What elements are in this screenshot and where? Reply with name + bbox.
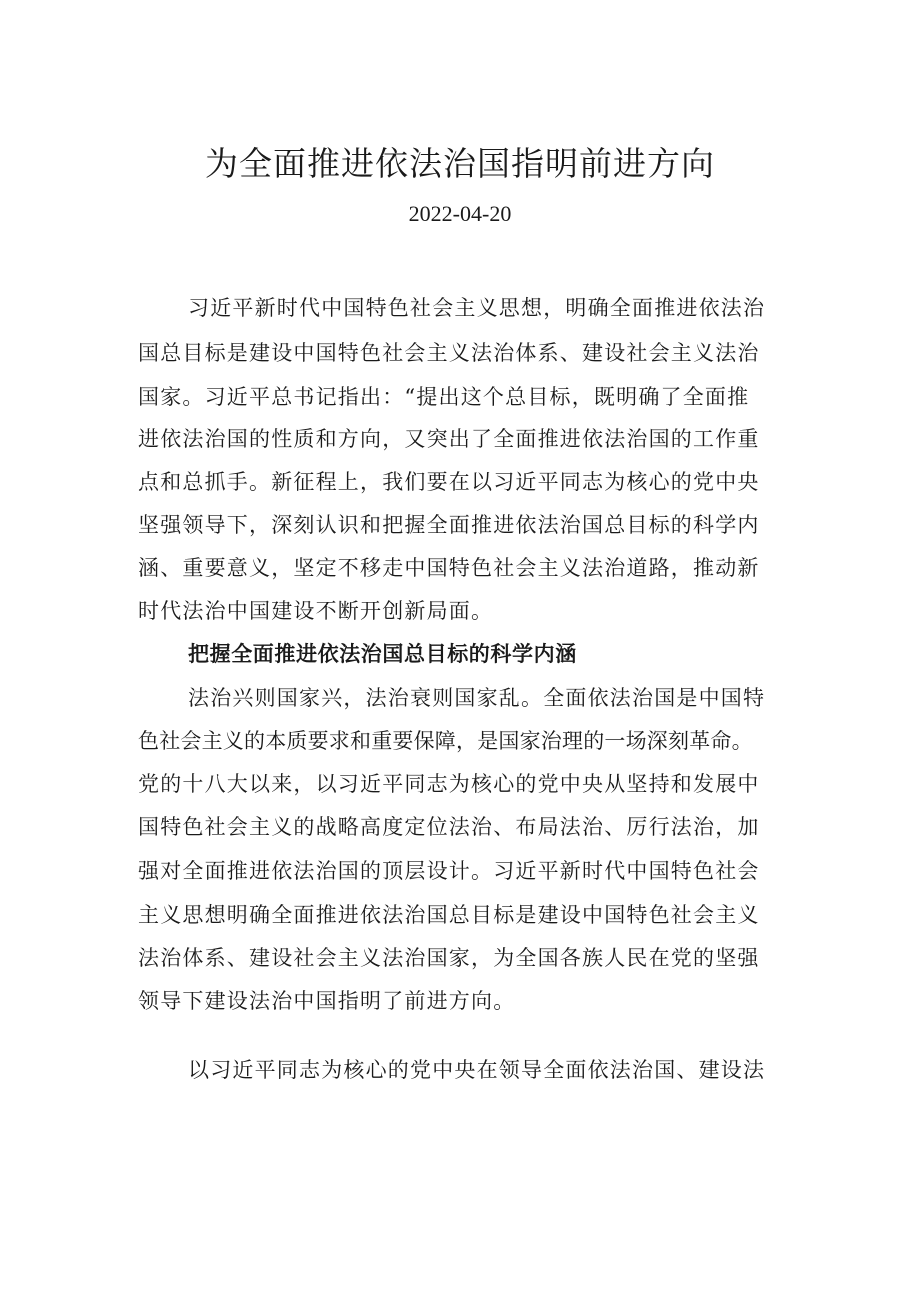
document-title: 为全面推进依法治国指明前进方向 (205, 144, 715, 183)
paragraph-line: 以习近平同志为核心的党中央在领导全面依法治国、建设法 (188, 1058, 766, 1082)
paragraph-line: 法治体系、建设社会主义法治国家，为全国各族人民在党的坚强 (138, 946, 760, 970)
paragraph-line: 党的十八大以来，以习近平同志为核心的党中央从坚持和发展中 (138, 772, 760, 796)
paragraph-line: 领导下建设法治中国指明了前进方向。 (138, 989, 516, 1013)
paragraph-line: 点和总抓手。新征程上，我们要在以习近平同志为核心的党中央 (138, 470, 760, 494)
paragraph-line: 国特色社会主义的战略高度定位法治、布局法治、厉行法治，加 (138, 815, 760, 839)
section-heading: 把握全面推进依法治国总目标的科学内涵 (188, 642, 577, 666)
paragraph-line: 强对全面推进依法治国的顶层设计。习近平新时代中国特色社会 (138, 859, 760, 883)
paragraph-line: 涵、重要意义，坚定不移走中国特色社会主义法治道路，推动新 (138, 556, 760, 580)
paragraph-line: 习近平新时代中国特色社会主义思想，明确全面推进依法治 (188, 296, 766, 320)
paragraph-line: 坚强领导下，深刻认识和把握全面推进依法治国总目标的科学内 (138, 513, 760, 537)
paragraph-line: 法治兴则国家兴，法治衰则国家乱。全面依法治国是中国特 (188, 686, 766, 710)
paragraph-line: 国总目标是建设中国特色社会主义法治体系、建设社会主义法治 (138, 341, 760, 365)
document-date: 2022-04-20 (408, 201, 512, 226)
paragraph-line: 时代法治中国建设不断开创新局面。 (138, 599, 494, 623)
paragraph-line: 主义思想明确全面推进依法治国总目标是建设中国特色社会主义 (138, 903, 760, 927)
paragraph-line: 国家。习近平总书记指出：“提出这个总目标，既明确了全面推 (138, 385, 750, 409)
paragraph-line: 色社会主义的本质要求和重要保障，是国家治理的一场深刻革命。 (138, 729, 753, 753)
paragraph-line: 进依法治国的性质和方向，又突出了全面推进依法治国的工作重 (138, 427, 760, 451)
